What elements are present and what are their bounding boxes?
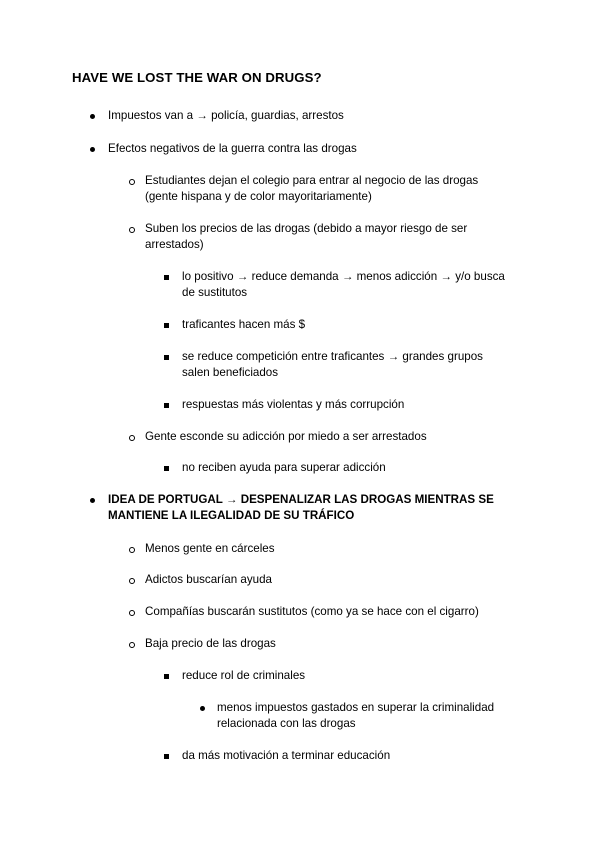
bullet-square-icon bbox=[164, 355, 169, 360]
list-item bbox=[182, 349, 483, 381]
bullet-square-icon bbox=[164, 275, 169, 280]
list-item bbox=[145, 173, 478, 205]
list-item-text-line2: relacionada con las drogas bbox=[217, 717, 356, 730]
bullet-square-icon bbox=[164, 403, 169, 408]
list-item bbox=[145, 572, 272, 588]
bullet-square-icon bbox=[164, 323, 169, 328]
list-item-text-line2: (gente hispana y de color mayoritariamente) bbox=[145, 190, 372, 203]
list-item-text: respuestas más violentas y más corrupción bbox=[182, 398, 405, 411]
bullet-square-icon bbox=[164, 674, 169, 679]
list-item-text: Compañías buscarán sustitutos (como ya se hace con el cigarro) bbox=[145, 605, 479, 618]
list-item-text-line1: menos impuestos gastados en superar la criminalidad bbox=[217, 701, 495, 714]
list-item-text: traficantes hacen más $ bbox=[182, 318, 306, 331]
bullet-disc-icon bbox=[200, 706, 205, 711]
bullet-disc-icon bbox=[90, 498, 95, 503]
bullet-circle-icon bbox=[129, 227, 135, 233]
list-item-text: Impuestos van a → policía, guardias, arrestos bbox=[108, 109, 344, 122]
list-item-text: Adictos buscarían ayuda bbox=[145, 573, 272, 586]
document-title: HAVE WE LOST THE WAR ON DRUGS? bbox=[72, 70, 322, 85]
list-item bbox=[182, 397, 404, 413]
bullet-circle-icon bbox=[129, 610, 135, 616]
list-item bbox=[145, 636, 276, 652]
list-item bbox=[182, 748, 390, 764]
list-item bbox=[145, 221, 467, 253]
list-item bbox=[108, 108, 344, 124]
list-item bbox=[182, 668, 305, 684]
list-item-text: da más motivación a terminar educación bbox=[182, 749, 391, 762]
list-item bbox=[217, 700, 494, 732]
bullet-disc-icon bbox=[90, 147, 95, 152]
list-item bbox=[182, 269, 505, 301]
bullet-circle-icon bbox=[129, 642, 135, 648]
bullet-circle-icon bbox=[129, 179, 135, 185]
list-item bbox=[108, 141, 357, 157]
list-item-text-line2: de sustitutos bbox=[182, 286, 248, 299]
bullet-disc-icon bbox=[90, 114, 95, 119]
list-item-text: Efectos negativos de la guerra contra las drogas bbox=[108, 142, 357, 155]
list-item-text-line1: Suben los precios de las drogas (debido a mayor riesgo de ser bbox=[145, 222, 468, 235]
list-item-text-line2: arrestados) bbox=[145, 238, 204, 251]
bullet-circle-icon bbox=[129, 547, 135, 553]
bullet-circle-icon bbox=[129, 578, 135, 584]
list-item-text-line2: MANTIENE LA ILEGALIDAD DE SU TRÁFICO bbox=[108, 509, 355, 522]
bullet-square-icon bbox=[164, 754, 169, 759]
list-item-text: Menos gente en cárceles bbox=[145, 542, 275, 555]
list-item bbox=[145, 429, 427, 445]
list-item bbox=[182, 317, 305, 333]
list-item-text-line1: IDEA DE PORTUGAL → DESPENALIZAR LAS DROGAS MIENTRAS SE bbox=[108, 493, 494, 506]
list-item-text: reduce rol de criminales bbox=[182, 669, 306, 682]
list-item-text: Baja precio de las drogas bbox=[145, 637, 276, 650]
list-item bbox=[145, 541, 275, 557]
list-item-text-line2: salen beneficiados bbox=[182, 366, 279, 379]
list-item-text-line1: se reduce competición entre traficantes → grandes grupos bbox=[182, 350, 483, 363]
list-item bbox=[182, 460, 386, 476]
bullet-square-icon bbox=[164, 466, 169, 471]
list-item-text-line1: Estudiantes dejan el colegio para entrar al negocio de las drogas bbox=[145, 174, 479, 187]
list-item bbox=[108, 492, 494, 524]
list-item bbox=[145, 604, 479, 620]
list-item-text: Gente esconde su adicción por miedo a ser arrestados bbox=[145, 430, 427, 443]
bullet-circle-icon bbox=[129, 435, 135, 441]
list-item-text: no reciben ayuda para superar adicción bbox=[182, 461, 386, 474]
list-item-text-line1: lo positivo → reduce demanda → menos adicción → y/o busca bbox=[182, 270, 505, 283]
